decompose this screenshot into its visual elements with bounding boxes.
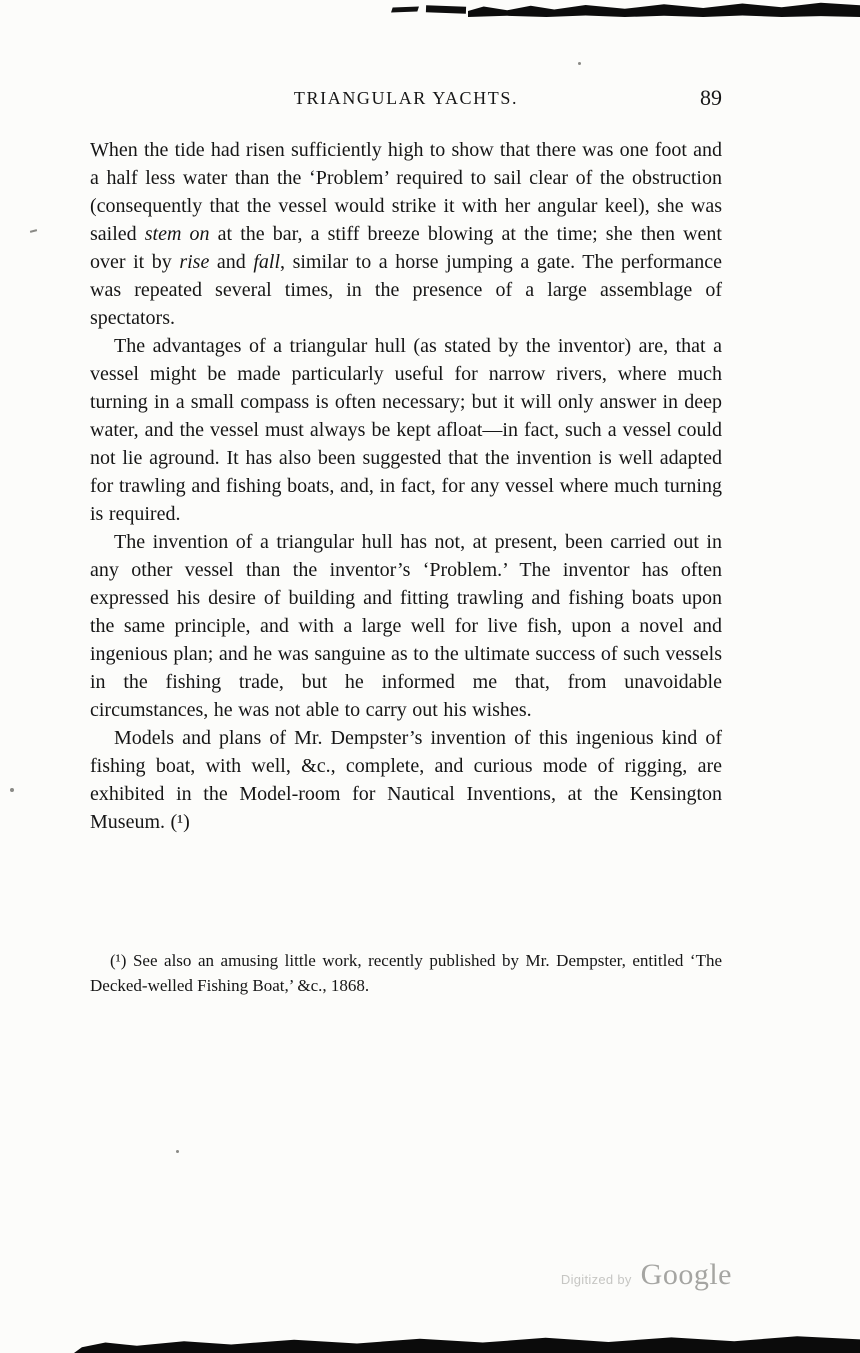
text-run: at the bar, a stiff breeze blowing at the time; she then went over it by	[90, 223, 722, 273]
running-title: TRIANGULAR YACHTS.	[293, 88, 519, 108]
text-run: Models and plans of Mr. Dempster’s invention of this ingenious kind of fishing boat, with well, &c., complete, and curious mode of rigging, are exhibited in the Model-room for Nautical Inventions, at the Kensington Museum. (¹)	[90, 727, 722, 833]
watermark	[561, 1258, 732, 1292]
paragraph	[90, 724, 722, 836]
scan-speck	[578, 62, 581, 65]
text-run: , similar to a horse jumping a gate. The performance was repeated several times, in the presence of a large assemblage of spectators.	[90, 251, 722, 329]
page-header	[90, 85, 722, 114]
text-run: The advantages of a triangular hull (as stated by the inventor) are, that a vessel might be made particularly useful for narrow rivers, where much turning in a small compass is often necessary; but it will only answer in deep water, and the vessel must always be kept afloat—in fact, such a vessel could not lie aground. It has also been suggested that the invention is well adapted for trawling and fishing boats, and, in fact, for any vessel where much turning is required.	[90, 335, 722, 525]
text-run: When the tide had risen sufficiently high to show that there was one foot and a half less water than the ‘Problem’ required to sail clear of the obstruction (consequently that the vessel would strike it with her angular keel), she was sailed	[90, 139, 722, 245]
google-logo: Google	[640, 1258, 732, 1291]
paragraph	[90, 136, 722, 332]
digitized-by-text: Digitized by	[560, 1272, 632, 1287]
page-number: 89	[700, 85, 722, 110]
italic-text: fall	[253, 251, 281, 273]
scan-dash-icon	[426, 5, 466, 13]
italic-text: rise	[179, 251, 210, 273]
text-run: and	[209, 251, 254, 273]
paragraph	[90, 332, 722, 528]
scan-speck	[10, 788, 14, 792]
scan-artifact-bottom	[74, 1334, 860, 1353]
page-body	[90, 136, 722, 836]
italic-text: stem on	[144, 223, 210, 245]
footnote: (¹) See also an amusing little work, recently published by Mr. Dempster, entitled ‘The Decked-welled Fishing Boat,’ &c., 1868.	[90, 951, 722, 995]
scan-artifact-top	[468, 2, 860, 17]
text-run: The invention of a triangular hull has not, at present, been carried out in any other vessel than the inventor’s ‘Problem.’ The inventor has often expressed his desire of building and fitting trawling and fishing boats upon the same principle, and with a large well for live fish, upon a novel and ingenious plan; and he was sanguine as to the ultimate success of such vessels in the fishing trade, but he informed me that, from unavoidable circumstances, he was not able to carry out his wishes.	[90, 531, 722, 721]
scan-dash-icon	[391, 7, 419, 13]
paragraph	[90, 528, 722, 724]
scan-speck	[176, 1150, 179, 1153]
scan-speck	[30, 229, 37, 233]
